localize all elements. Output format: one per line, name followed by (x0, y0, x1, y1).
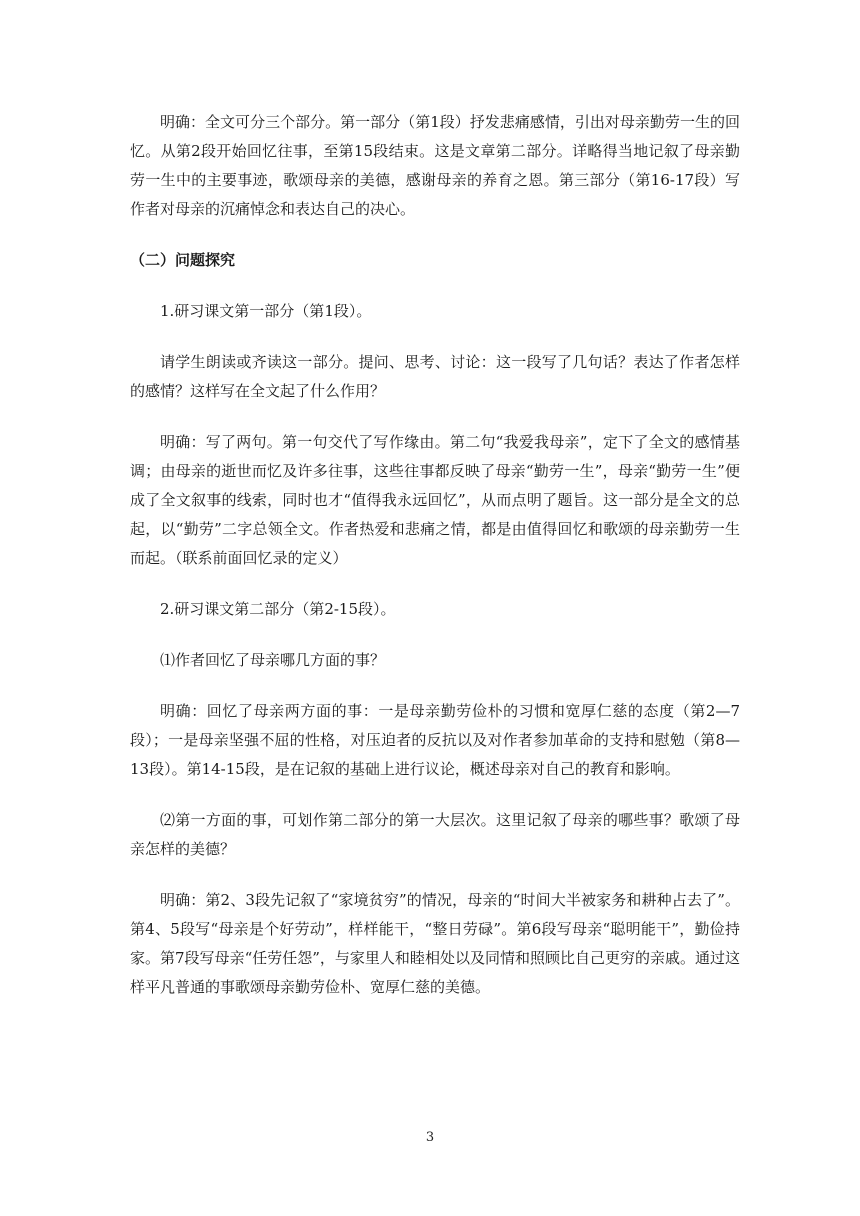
paragraph-question-1-answer: 明确：回忆了母亲两方面的事：一是母亲勤劳俭朴的习惯和宽厚仁慈的态度（第2—7段）；一是母亲坚强不屈的性格，对压迫者的反抗以及对作者参加革命的支持和慰勉（第8—13段）。第14-15段，是在记叙的基础上进行议论，概述母亲对自己的教育和影响。 (130, 702, 740, 778)
document-body (130, 108, 740, 1024)
paragraph-question-1: ⑴作者回忆了母亲哪几方面的事？ (160, 651, 386, 669)
section-heading-problem-inquiry: （二）问题探究 (130, 251, 236, 269)
paragraph-study-part-one: 1.研习课文第一部分（第1段）。 (160, 302, 372, 320)
paragraph-study-part-two: 2.研习课文第二部分（第2-15段）。 (160, 600, 396, 618)
paragraph-structure-answer: 明确：全文可分三个部分。第一部分（第1段）抒发悲痛感情，引出对母亲勤劳一生的回忆。从第2段开始回忆往事，至第15段结束。这是文章第二部分。详略得当地记叙了母亲勤劳一生中的主要事迹，歌颂母亲的美德，感谢母亲的养育之恩。第三部分（第16-17段）写作者对母亲的沉痛悼念和表达自己的决心。 (130, 113, 740, 218)
paragraph-reading-question: 请学生朗读或齐读这一部分。提问、思考、讨论：这一段写了几句话？表达了作者怎样的感情？这样写在全文起了什么作用？ (130, 353, 740, 400)
page-number: 3 (425, 1130, 435, 1145)
paragraph-part-one-answer: 明确：写了两句。第一句交代了写作缘由。第二句“我爱我母亲”，定下了全文的感情基调；由母亲的逝世而忆及许多往事，这些往事都反映了母亲“勤劳一生”，母亲“勤劳一生”便成了全文叙事的线索，同时也才“值得我永远回忆”，从而点明了题旨。这一部分是全文的总起，以“勤劳”二字总领全文。作者热爱和悲痛之情，都是由值得回忆和歌颂的母亲勤劳一生而起。（联系前面回忆录的定义） (130, 433, 740, 567)
paragraph-question-2-answer: 明确：第2、3段先记叙了“家境贫穷”的情况，母亲的“时间大半被家务和耕种占去了”。第4、5段写“母亲是个好劳动”，样样能干，“整日劳碌”。第6段写母亲“聪明能干”，勤俭持家。第7段写母亲“任劳任怨”，与家里人和睦相处以及同情和照顾比自己更穷的亲戚。通过这样平凡普通的事歌颂母亲勤劳俭朴、宽厚仁慈的美德。 (130, 891, 740, 996)
paragraph-question-2: ⑵第一方面的事，可划作第二部分的第一大层次。这里记叙了母亲的哪些事？歌颂了母亲怎样的美德？ (130, 811, 740, 858)
